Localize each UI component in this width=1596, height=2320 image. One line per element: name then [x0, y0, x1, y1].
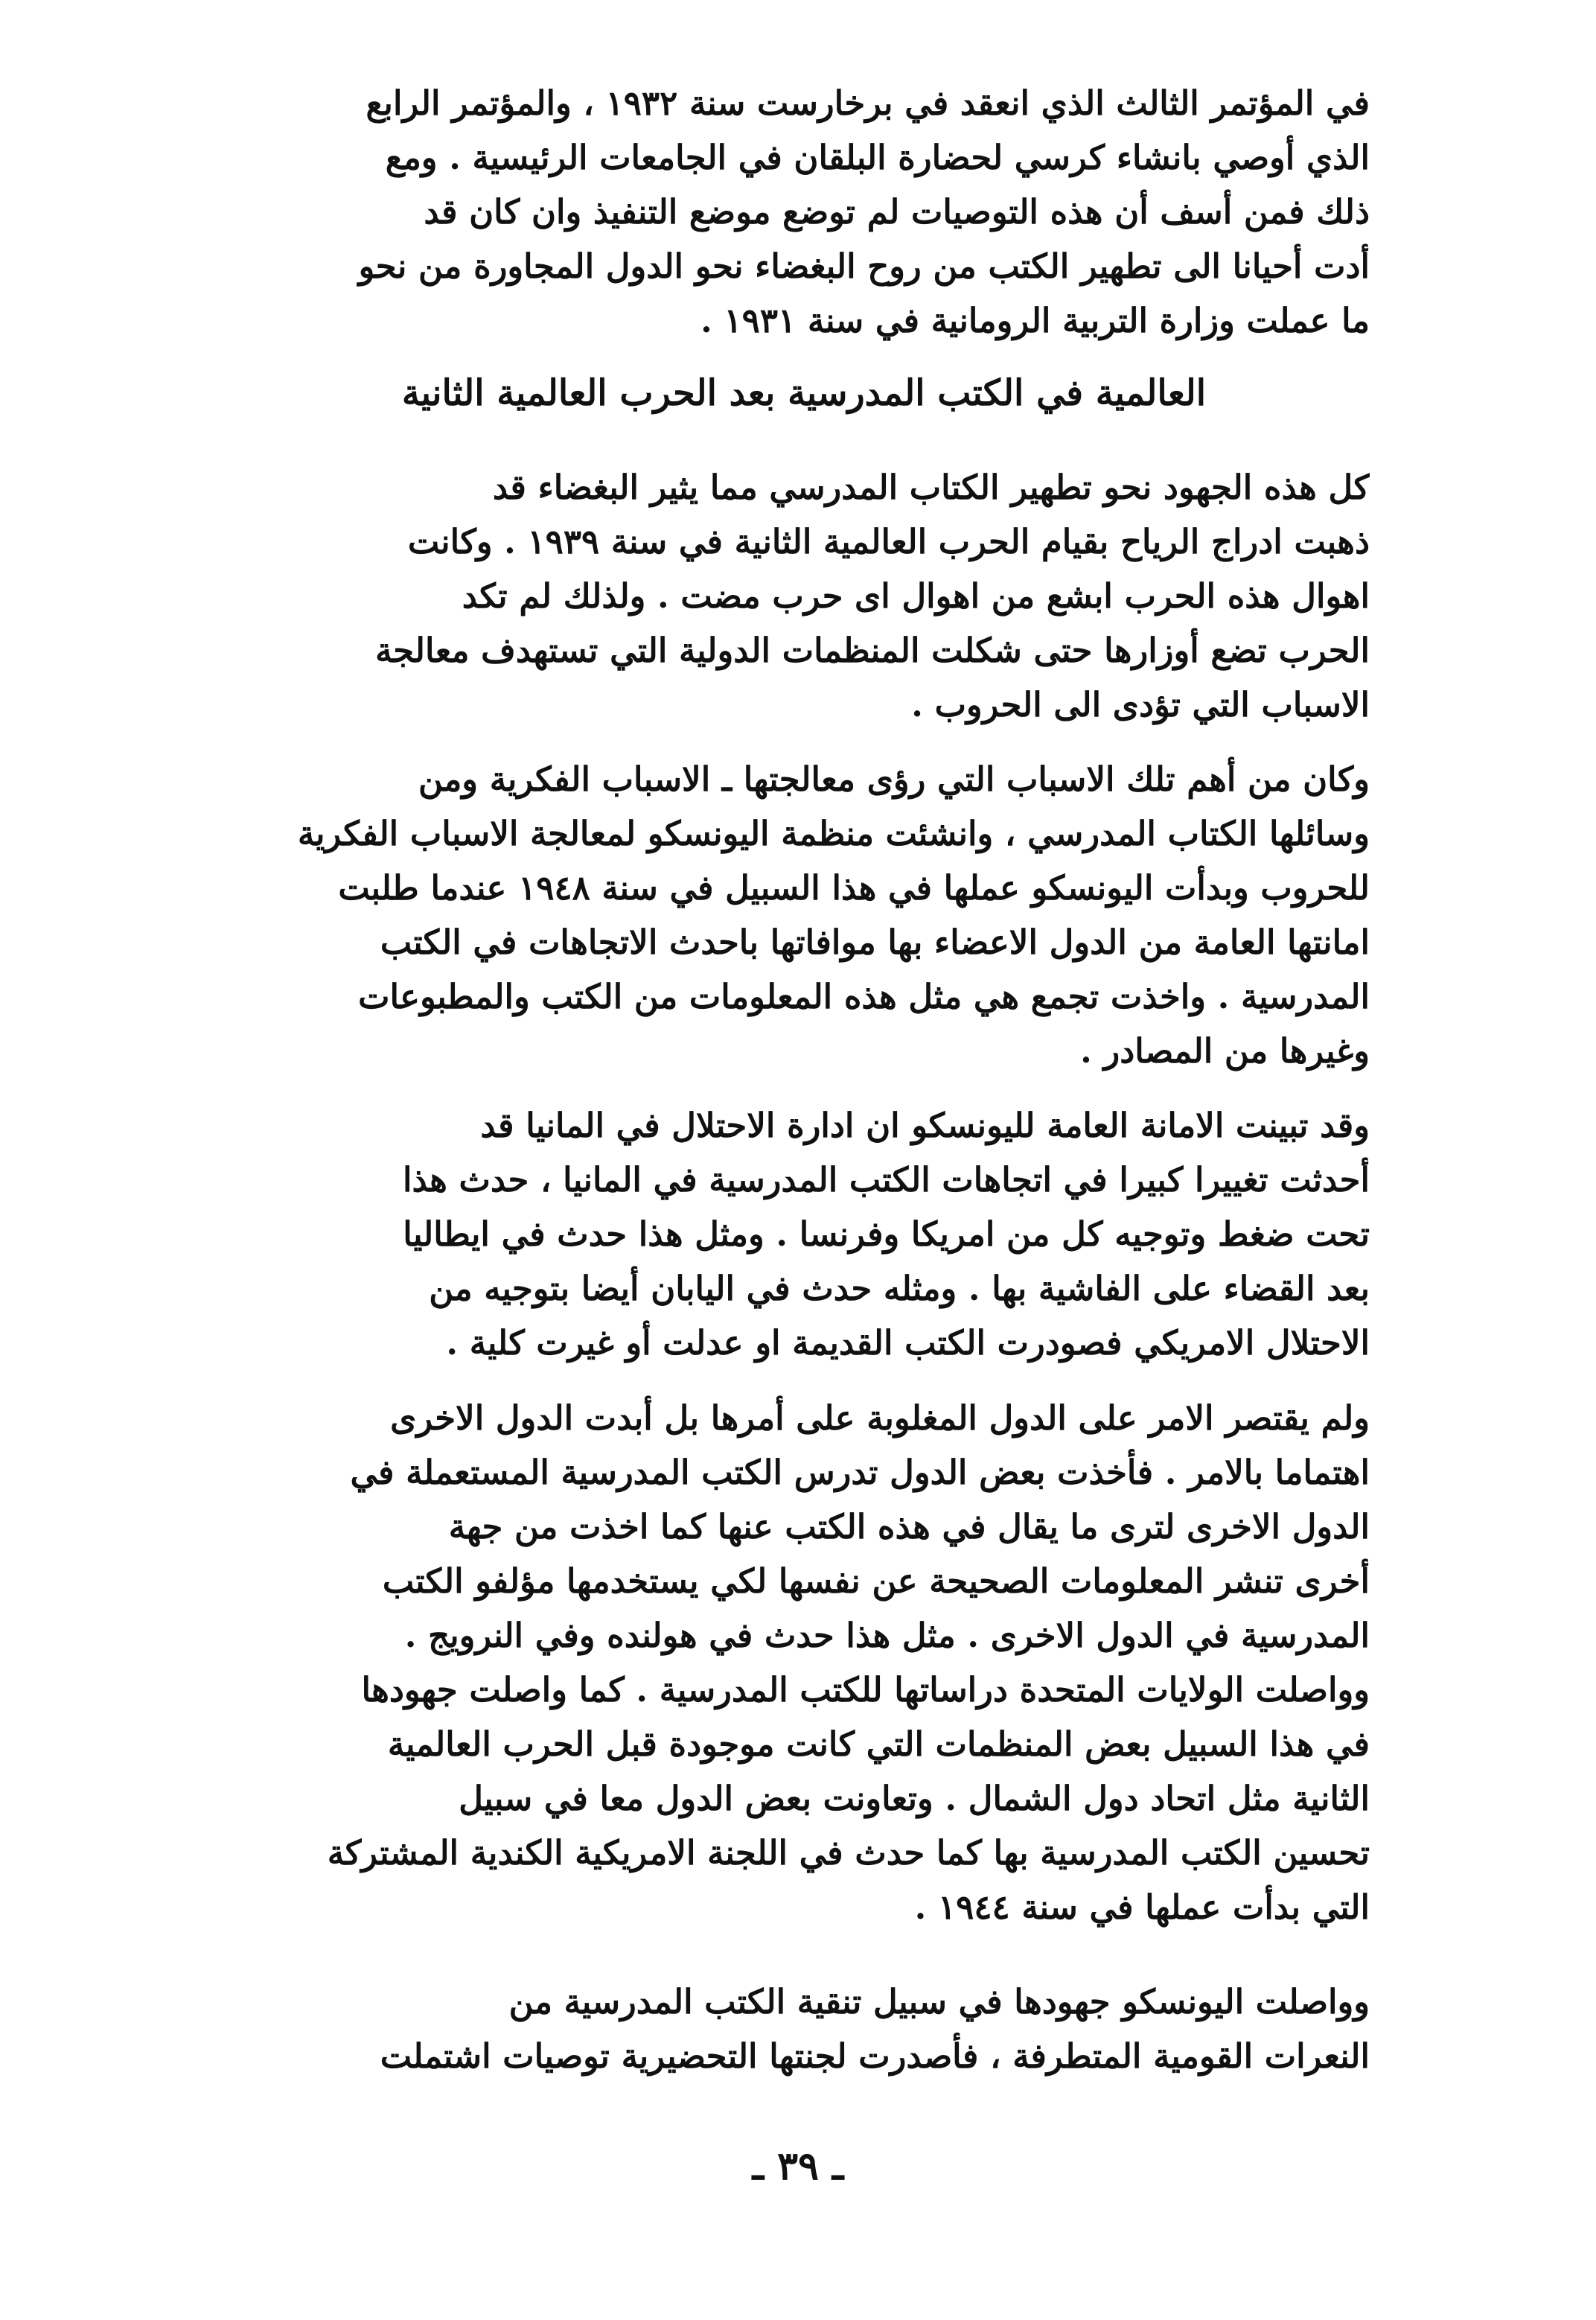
paragraph-5-line: المدرسية في الدول الاخرى . مثل هذا حدث في هولنده وفي النرويج . — [404, 1616, 1370, 1655]
paragraph-1-line: ذلك فمن أسف أن هذه التوصيات لم توضع موضع التنفيذ وان كان قد — [424, 192, 1370, 232]
paragraph-2-line: اهوال هذه الحرب ابشع من اهوال اى حرب مضت . ولذلك لم تكد — [462, 576, 1370, 616]
paragraph-2 — [238, 460, 1370, 732]
paragraph-2-line: الاسباب التي تؤدى الى الحروب . — [911, 685, 1370, 724]
paragraph-4 — [238, 1098, 1370, 1370]
paragraph-4-line: الاحتلال الامريكي فصودرت الكتب القديمة او عدلت أو غيرت كلية . — [446, 1323, 1370, 1363]
section-heading: العالمية في الكتب المدرسية بعد الحرب العالمية الثانية — [401, 372, 1207, 414]
paragraph-1 — [238, 76, 1370, 348]
paragraph-4-line: بعد القضاء على الفاشية بها . ومثله حدث في اليابان أيضا بتوجيه من — [429, 1269, 1370, 1308]
paragraph-1-line: ما عملت وزارة التربية الرومانية في سنة ١٩٣١ . — [700, 301, 1370, 340]
paragraph-1-line: الذي أوصي بانشاء كرسي لحضارة البلقان في الجامعات الرئيسية . ومع — [385, 138, 1370, 177]
paragraph-3-line: وغيرها من المصادر . — [1080, 1031, 1370, 1071]
paragraph-5-line: وواصلت الولايات المتحدة دراساتها للكتب المدرسية . كما واصلت جهودها — [361, 1670, 1370, 1709]
paragraph-5-line: تحسين الكتب المدرسية بها كما حدث في اللجنة الامريكية الكندية المشتركة — [327, 1833, 1370, 1873]
paragraph-5-line: الدول الاخرى لترى ما يقال في هذه الكتب عنها كما اخذت من جهة — [448, 1507, 1370, 1546]
paragraph-3-line: امانتها العامة من الدول الاعضاء بها موافاتها باحدث الاتجاهات في الكتب — [380, 922, 1370, 962]
paragraph-6-line: وواصلت اليونسكو جهودها في سبيل تنقية الكتب المدرسية من — [508, 1982, 1370, 2021]
paragraph-3-line: وسائلها الكتاب المدرسي ، وانشئت منظمة اليونسكو لمعالجة الاسباب الفكرية — [297, 814, 1370, 853]
paragraph-5-line: التي بدأت عملها في سنة ١٩٤٤ . — [914, 1887, 1370, 1927]
paragraph-3-line: المدرسية . واخذت تجمع هي مثل هذه المعلومات من الكتب والمطبوعات — [358, 977, 1370, 1016]
paragraph-6-line: النعرات القومية المتطرفة ، فأصدرت لجنتها التحضيرية توصيات اشتملت — [380, 2036, 1370, 2076]
paragraph-4-line: أحدثت تغييرا كبيرا في اتجاهات الكتب المدرسية في المانيا ، حدث هذا — [402, 1160, 1370, 1199]
paragraph-1-line: في المؤتمر الثالث الذي انعقد في برخارست سنة ١٩٣٢ ، والمؤتمر الرابع — [366, 83, 1370, 123]
paragraph-5-line: ولم يقتصر الامر على الدول المغلوبة على أمرها بل أبدت الدول الاخرى — [390, 1398, 1370, 1438]
paragraph-4-line: تحت ضغط وتوجيه كل من امريكا وفرنسا . ومثل هذا حدث في ايطاليا — [403, 1214, 1370, 1254]
paragraph-5-line: في هذا السبيل بعض المنظمات التي كانت موجودة قبل الحرب العالمية — [387, 1724, 1370, 1764]
paragraph-2-line: كل هذه الجهود نحو تطهير الكتاب المدرسي مما يثير البغضاء قد — [492, 468, 1370, 507]
paragraph-2-line: الحرب تضع أوزارها حتى شكلت المنظمات الدولية التي تستهدف معالجة — [375, 631, 1370, 670]
paragraph-2-line: ذهبت ادراج الرياح بقيام الحرب العالمية الثانية في سنة ١٩٣٩ . وكانت — [407, 522, 1370, 561]
paragraph-6 — [238, 1975, 1370, 2083]
paragraph-3-line: للحروب وبدأت اليونسكو عملها في هذا السبيل في سنة ١٩٤٨ عندما طلبت — [338, 868, 1370, 908]
paragraph-5-line: أخرى تنشر المعلومات الصحيحة عن نفسها لكي يستخدمها مؤلفو الكتب — [382, 1561, 1370, 1601]
paragraph-3-line: وكان من أهم تلك الاسباب التي رؤى معالجتها ـ الاسباب الفكرية ومن — [418, 759, 1370, 799]
paragraph-5-line: اهتماما بالامر . فأخذت بعض الدول تدرس الكتب المدرسية المستعملة في — [350, 1453, 1370, 1492]
paragraph-3 — [238, 752, 1370, 1078]
paragraph-5-line: الثانية مثل اتحاد دول الشمال . وتعاونت بعض الدول معا في سبيل — [459, 1779, 1370, 1818]
page-number: ـ ٣٩ ـ — [752, 2144, 844, 2189]
paragraph-4-line: وقد تبينت الامانة العامة لليونسكو ان ادارة الاحتلال في المانيا قد — [480, 1106, 1370, 1145]
paragraph-5 — [238, 1391, 1370, 1934]
paragraph-1-line: أدت أحيانا الى تطهير الكتب من روح البغضاء نحو الدول المجاورة من نحو — [358, 246, 1370, 286]
